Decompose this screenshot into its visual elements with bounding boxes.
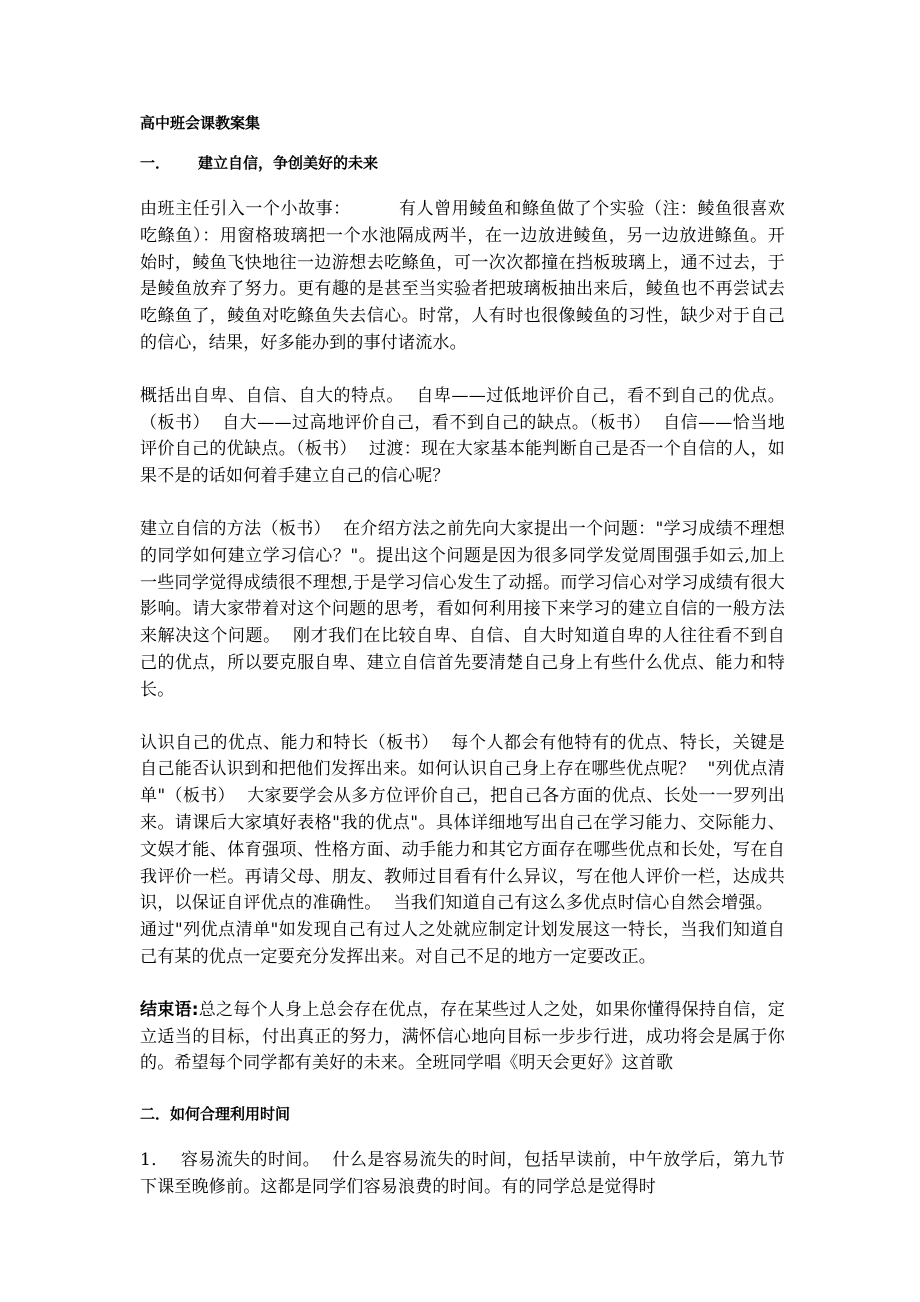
- traits-transition: 过渡：现在大家基本能判断自己是否一个自信的人，如果不是的话如何着手建立自己的信心呢？: [140, 439, 785, 487]
- methods-heading: 建立自信的方法（板书）: [140, 518, 331, 539]
- document-title: 高中班会课教案集: [140, 114, 261, 132]
- section-1-title: 建立自信，争创美好的未来: [198, 154, 379, 172]
- time-paragraph: [140, 1147, 785, 1201]
- traits-paragraph: [140, 383, 785, 490]
- strengths-paragraph: [140, 730, 785, 971]
- section-1-number: 一．: [140, 154, 171, 172]
- strengths-method: 大家要学会从多方位评价自己，把自己各方面的优点、长处一一罗列出来。请课后大家填好表格"我的优点"。具体详细地写出自己在学习能力、交际能力、文娱才能、体育强项、性格方面、动手能力和其它方面存在哪些优点和长处，写在自我评价一栏。再请父母、朋友、教师过目看有什么异议，写在他人评价一栏，达成共识，以保证自评优点的准确性。: [140, 786, 785, 914]
- story-text: 有人曾用鲮鱼和鲦鱼做了个实验（注：鲮鱼很喜欢吃鲦鱼）：用窗格玻璃把一个水池隔成两半，在一边放进鲮鱼，另一边放进鲦鱼。开始时，鲮鱼飞快地往一边游想去吃鲦鱼，可一次次都撞在挡板玻璃上，通不过去，于是鲮鱼放弃了努力。更有趣的是甚至当实验者把玻璃板抽出来后，鲮鱼也不再尝试去吃鲦鱼了，鲮鱼对吃鲦鱼失去信心。时常，人有时也很像鲮鱼的习性，缺少对于自己的信心，结果，好多能办到的事付诸流水。: [140, 199, 785, 353]
- time-item-number: 1．: [140, 1150, 169, 1171]
- trait-inferiority: 自卑——过低地评价自己，看不到自己的优点。（板书）: [140, 385, 786, 433]
- trait-arrogance: 自大——过高地评价自己，看不到自己的缺点。（板书）: [221, 412, 651, 433]
- document-page: [140, 112, 785, 1227]
- conclusion-text: 总之每个人身上总会存在优点，存在某些过人之处，如果你懂得保持自信，定立适当的目标，付出真正的努力，满怀信心地向目标一步步行进，成功将会是属于你的。希望每个同学都有美好的未来。全班同学唱《明天会更好》这首歌: [140, 999, 785, 1074]
- conclusion-paragraph: [140, 997, 785, 1077]
- strengths-list-label: "列优点清单"（板书）: [140, 759, 785, 807]
- time-item-title: 容易流失的时间。: [180, 1150, 321, 1171]
- strengths-confidence: 当我们知道自己有这么多优点时信心自然会增强。: [393, 893, 773, 914]
- time-item-text: 什么是容易流失的时间，包括早读前，中午放学后，第九节下课至晚修前。这都是同学们容易浪费的时间。有的同学总是觉得时: [140, 1150, 786, 1197]
- section-2-heading: 二．如何合理利用时间: [140, 1105, 291, 1124]
- story-paragraph: [140, 196, 785, 357]
- methods-paragraph: [140, 516, 785, 704]
- methods-summary: 刚才我们在比较自卑、自信、自大时知道自卑的人往往看不到自己的优点，所以要克服自卑、建立自信首先要清楚自己身上有些什么优点、能力和特长。: [140, 626, 785, 700]
- trait-confidence: 自信——恰当地评价自己的优缺点。（板书）: [140, 412, 785, 460]
- traits-intro: 概括出自卑、自信、自大的特点。: [140, 385, 404, 406]
- methods-question: 在介绍方法之前先向大家提出一个问题："学习成绩不理想的同学如何建立学习信心？"。提出这个问题是因为很多同学发觉周围强手如云,加上一些同学觉得成绩很不理想,于是学习信心发生了动摇。而学习信心对学习成绩有很大影响。请大家带着对这个问题的思考，看如何利用接下来学习的建立自信的一般方法来解决这个问题。: [140, 518, 785, 647]
- conclusion-label: 结束语:: [140, 999, 199, 1020]
- strengths-heading: 认识自己的优点、能力和特长（板书）: [140, 732, 439, 753]
- strengths-question: 每个人都会有他特有的优点、特长，关键是自己能否认识到和把他们发挥出来。如何认识自己身上存在哪些优点呢？: [140, 732, 785, 780]
- story-lead: 由班主任引入一个小故事：: [140, 199, 351, 219]
- section-1-heading: [140, 152, 785, 174]
- strengths-action: 通过"列优点清单"如发现自己有过人之处就应制定计划发展这一特长，当我们知道自己有某的优点一定要充分发挥出来。对自己不足的地方一定要改正。: [140, 920, 785, 967]
